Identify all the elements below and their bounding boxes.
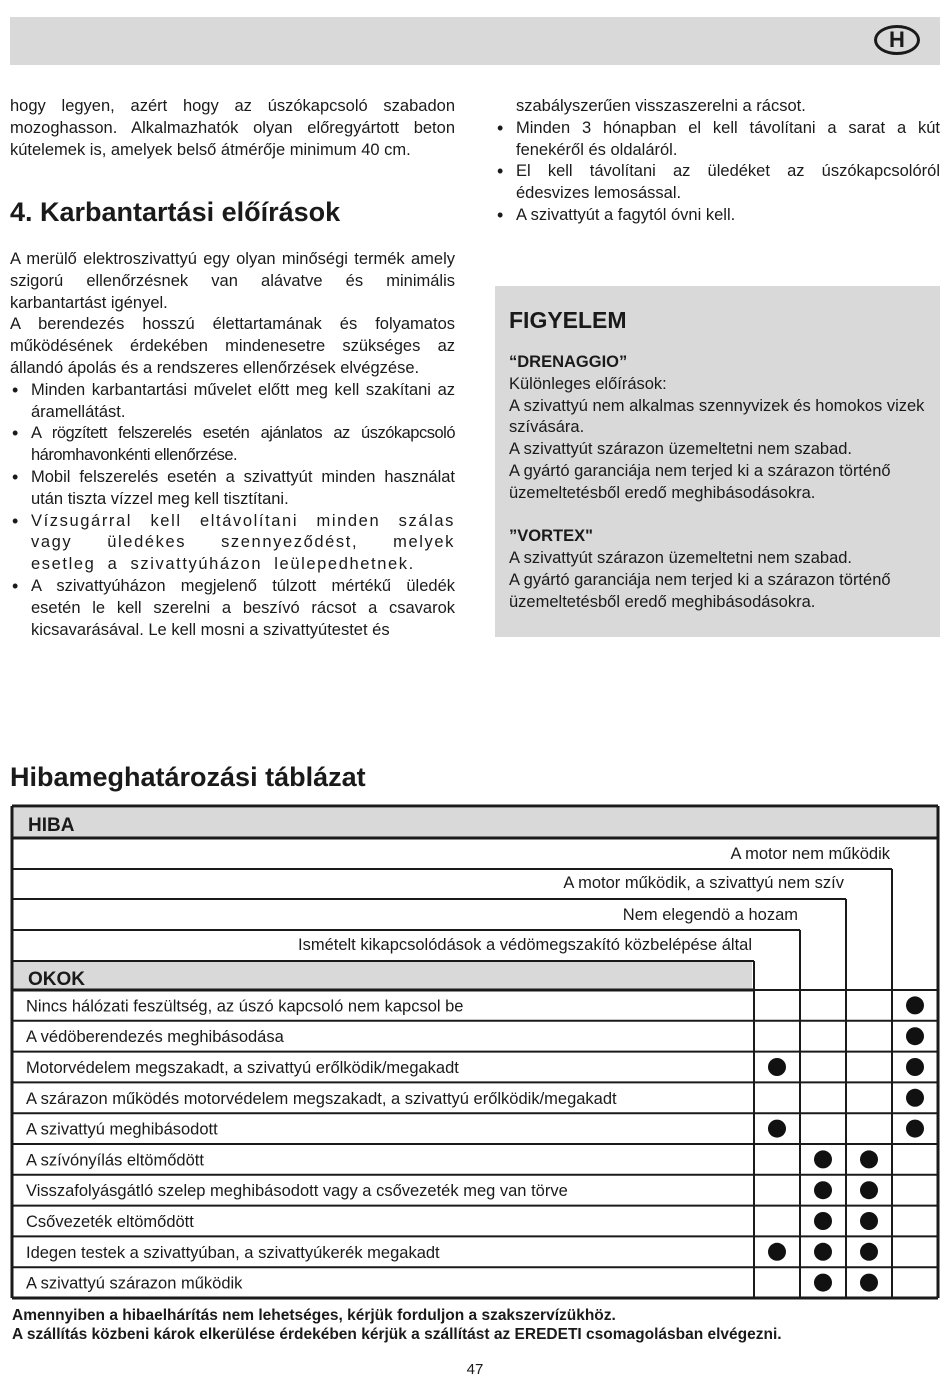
section-title: 4. Karbantartási előírások bbox=[10, 197, 341, 227]
fault-mark bbox=[768, 1243, 786, 1261]
footer-note-service: Amennyiben a hibaelhárítás nem lehetséges, kérjük forduljon a szakszervízükhöz. bbox=[12, 1307, 616, 1324]
cause-label: Nincs hálózati feszültség, az úszó kapcsoló nem kapcsol be bbox=[26, 997, 464, 1016]
list-item: • Minden karbantartási művelet előtt meg kell szakítani az áramellátást. bbox=[10, 380, 455, 424]
troubleshooting-title: Hibameghatározási táblázat bbox=[10, 762, 366, 792]
continuation-text: szabályszerűen visszaszerelni a rácsot. bbox=[516, 97, 806, 115]
fault-header: HIBA bbox=[28, 815, 75, 836]
cause-header: OKOK bbox=[28, 969, 85, 990]
maintenance-paragraph: A merülő elektroszivattyú egy olyan minőségi termék amely szigorú ellenőrzésnek van alávatve és minimális karbantartást igényel. bbox=[10, 250, 455, 312]
list-item: • Minden 3 hónapban el kell távolítani a sarat a kút fenekéről és oldaláról. bbox=[495, 118, 940, 162]
fault-label: A motor működik, a szivattyú nem szív bbox=[563, 874, 844, 892]
warning-line: A gyártó garanciája nem terjed ki a szárazon történő üzemeltetésből eredő meghibásodásokra. bbox=[509, 570, 891, 611]
cause-label: A védöberendezés meghibásodása bbox=[26, 1028, 284, 1047]
warning-line: Különleges előírások: bbox=[509, 374, 667, 393]
fault-label: A motor nem működik bbox=[730, 845, 890, 863]
cause-label: A szivattyú szárazon működik bbox=[26, 1274, 243, 1293]
fault-mark bbox=[814, 1243, 832, 1261]
warning-line: A szivattyút szárazon üzemeltetni nem szabad. bbox=[509, 440, 853, 459]
fault-mark bbox=[906, 1120, 924, 1138]
footer-note-packaging: A szállítás közbeni károk elkerülése érdekében kérjük a szállítást az EREDETI csomagolásban elvégezni. bbox=[12, 1326, 782, 1343]
warning-subtitle-vortex: ”VORTEX" bbox=[509, 527, 593, 546]
list-item: • El kell távolítani az üledéket az úszókapcsolóról édesvizes lemosással. bbox=[495, 161, 940, 205]
language-badge: H bbox=[874, 25, 920, 55]
cause-label: A szivattyú meghibásodott bbox=[26, 1120, 218, 1139]
cause-label: Idegen testek a szivattyúban, a szivattyúkerék megakadt bbox=[26, 1243, 440, 1262]
cause-label: Visszafolyásgátló szelep meghibásodott vagy a csővezeték meg van törve bbox=[26, 1182, 568, 1201]
list-item: • A szivattyúházon megjelenő túlzott mértékű üledék esetén le kell szerelni a beszívó rácsot a csavarok kicsavarásával. Le kell mosni a szivattyútestet és bbox=[10, 576, 455, 641]
fault-mark bbox=[814, 1274, 832, 1292]
fault-mark bbox=[906, 996, 924, 1014]
warning-line: A szivattyú nem alkalmas szennyvizek és homokos vizek szívására. bbox=[509, 396, 925, 437]
warning-line: A gyártó garanciája nem terjed ki a szárazon történő üzemeltetésből eredő meghibásodásokra. bbox=[509, 461, 891, 502]
warning-line: A szivattyút szárazon üzemeltetni nem szabad. bbox=[509, 549, 853, 568]
fault-label: Ismételt kikapcsolódások a védömegszakító közbelépése által bbox=[298, 936, 752, 954]
fault-mark bbox=[860, 1150, 878, 1168]
list-item: • Vízsugárral kell eltávolítani minden szálas vagy üledékes szennyeződést, melyek esetleg a szivattyúházon leülepedhetnek. bbox=[10, 511, 455, 576]
fault-mark bbox=[906, 1089, 924, 1107]
warning-subtitle-drenaggio: “DRENAGGIO” bbox=[509, 353, 628, 371]
cause-header-band bbox=[12, 961, 752, 990]
maintenance-paragraph: A berendezés hosszú élettartamának és folyamatos működésének érdekében mindenesetre szükséges az állandó ápolás és a rendszeres ellenőrzések elvégzése. bbox=[10, 315, 455, 377]
page-number: 47 bbox=[466, 1361, 484, 1378]
fault-mark bbox=[906, 1027, 924, 1045]
cause-label: Motorvédelem megszakadt, a szivattyú erőlködik/megakadt bbox=[26, 1059, 459, 1077]
fault-mark bbox=[860, 1212, 878, 1230]
fault-mark bbox=[860, 1243, 878, 1261]
cause-label: Csővezeték eltömődött bbox=[26, 1213, 194, 1231]
cause-label: A szívónyílás eltömődött bbox=[26, 1151, 204, 1170]
fault-mark bbox=[768, 1058, 786, 1076]
list-item: • Mobil felszerelés esetén a szivattyút minden használat után tiszta vízzel meg kell tisztítani. bbox=[10, 467, 455, 511]
list-item: • A szivattyút a fagytól óvni kell. bbox=[495, 205, 940, 227]
warning-title: FIGYELEM bbox=[509, 307, 627, 333]
fault-mark bbox=[814, 1181, 832, 1199]
cause-label: A szárazon működés motorvédelem megszakadt, a szivattyú erőlködik/megakadt bbox=[26, 1089, 617, 1108]
fault-mark bbox=[814, 1212, 832, 1230]
fault-label: Nem elegendö a hozam bbox=[622, 906, 798, 924]
fault-mark bbox=[860, 1274, 878, 1292]
fault-mark bbox=[768, 1120, 786, 1138]
fault-header-band bbox=[12, 808, 938, 838]
fault-mark bbox=[906, 1058, 924, 1076]
fault-mark bbox=[814, 1150, 832, 1168]
fault-mark bbox=[860, 1181, 878, 1199]
intro-text: hogy legyen, azért hogy az úszókapcsoló szabadon mozoghasson. Alkalmazhatók olyan előregyártott beton kútelemek is, amelyek belső átmérője minimum 40 cm. bbox=[10, 97, 455, 159]
list-item: • A rögzített felszerelés esetén ajánlatos az úszókapcsoló háromhavonkénti ellenőrzése. bbox=[10, 423, 455, 467]
